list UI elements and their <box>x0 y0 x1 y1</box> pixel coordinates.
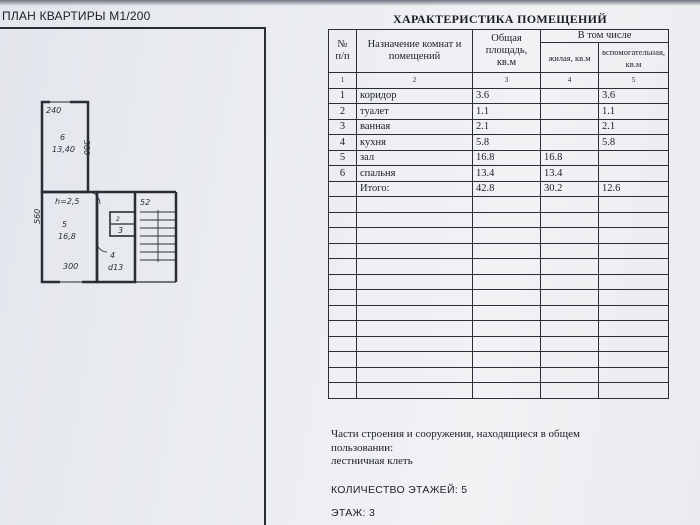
empty-row <box>329 336 669 352</box>
room-6-number: 6 <box>60 133 66 142</box>
empty-cell <box>541 197 599 213</box>
empty-cell <box>541 290 599 306</box>
room-row <box>329 104 669 120</box>
cell-living: 16.8 <box>541 150 599 166</box>
room-4-number: 4 <box>110 251 116 260</box>
room-5-bottom-dim: 300 <box>63 262 79 271</box>
cell-total: 3.6 <box>473 88 541 104</box>
cell-total: 13.4 <box>473 166 541 182</box>
empty-cell <box>329 243 357 259</box>
empty-cell <box>473 274 541 290</box>
empty-cell <box>473 336 541 352</box>
total-aux: 12.6 <box>599 181 669 197</box>
cell-living: 13.4 <box>541 166 599 182</box>
empty-cell <box>357 367 473 383</box>
cell-aux: 5.8 <box>599 135 669 151</box>
room-3-number: 3 <box>118 226 124 235</box>
cell-total: 2.1 <box>473 119 541 135</box>
room-5-side-dim: 560 <box>33 208 42 224</box>
characteristics-title: ХАРАКТЕРИСТИКА ПОМЕЩЕНИЙ <box>393 12 607 26</box>
plan-title: ПЛАН КВАРТИРЫ М1/200 <box>2 9 151 23</box>
empty-cell <box>541 336 599 352</box>
cell-n: 4 <box>329 135 357 151</box>
empty-cell <box>473 212 541 228</box>
room-5-area: 16,8 <box>58 232 76 241</box>
empty-cell <box>473 228 541 244</box>
empty-row <box>329 197 669 213</box>
room-row <box>329 119 669 135</box>
empty-cell <box>473 197 541 213</box>
total-row <box>329 181 669 197</box>
empty-cell <box>541 274 599 290</box>
empty-cell <box>357 212 473 228</box>
empty-cell <box>357 336 473 352</box>
empty-row <box>329 305 669 321</box>
empty-cell <box>473 352 541 368</box>
column-number: 3 <box>473 73 541 89</box>
cell-aux: 3.6 <box>599 88 669 104</box>
common-parts-line-3: лестничная клеть <box>331 455 413 467</box>
empty-cell <box>357 228 473 244</box>
cell-living <box>541 104 599 120</box>
cell-aux: 2.1 <box>599 119 669 135</box>
room-6-side-dim: 580 <box>82 140 91 156</box>
common-parts-line-1: Части строения и сооружения, находящиеся в общем <box>331 428 580 440</box>
empty-cell <box>329 274 357 290</box>
empty-cell <box>473 383 541 399</box>
floors-count: КОЛИЧЕСТВО ЭТАЖЕЙ: 5 <box>331 484 468 496</box>
room-4-area: d13 <box>108 263 124 272</box>
cell-n: 2 <box>329 104 357 120</box>
empty-row <box>329 352 669 368</box>
header-num: № п/п <box>329 30 357 73</box>
empty-cell <box>357 259 473 275</box>
empty-cell <box>357 197 473 213</box>
empty-cell <box>599 259 669 275</box>
empty-cell <box>599 212 669 228</box>
cell-name: зал <box>357 150 473 166</box>
room-6-top-dim: 240 <box>46 106 62 115</box>
empty-cell <box>599 290 669 306</box>
empty-cell <box>599 243 669 259</box>
total-num-empty <box>329 181 357 197</box>
empty-cell <box>329 212 357 228</box>
empty-cell <box>541 228 599 244</box>
cell-total: 1.1 <box>473 104 541 120</box>
empty-cell <box>599 352 669 368</box>
empty-cell <box>473 290 541 306</box>
cell-n: 3 <box>329 119 357 135</box>
cell-name: ванная <box>357 119 473 135</box>
empty-row <box>329 367 669 383</box>
staircase <box>140 210 176 262</box>
empty-cell <box>473 367 541 383</box>
total-name: Итого: <box>357 181 473 197</box>
header-including: В том числе <box>541 30 669 43</box>
cell-total: 5.8 <box>473 135 541 151</box>
empty-cell <box>357 321 473 337</box>
empty-row <box>329 290 669 306</box>
column-numbers-row <box>329 73 669 89</box>
column-number: 4 <box>541 73 599 89</box>
empty-cell <box>357 352 473 368</box>
cell-total: 16.8 <box>473 150 541 166</box>
empty-cell <box>473 259 541 275</box>
empty-row <box>329 228 669 244</box>
header-living: жилая, кв.м <box>541 43 599 73</box>
cell-living <box>541 119 599 135</box>
header-total: Общая площадь, кв.м <box>473 30 541 73</box>
empty-cell <box>329 197 357 213</box>
empty-cell <box>541 321 599 337</box>
empty-cell <box>599 336 669 352</box>
empty-cell <box>541 305 599 321</box>
empty-cell <box>357 274 473 290</box>
column-number: 1 <box>329 73 357 89</box>
height-label: h=2,5 <box>55 197 80 206</box>
empty-cell <box>329 352 357 368</box>
empty-cell <box>599 367 669 383</box>
empty-cell <box>329 305 357 321</box>
room-row <box>329 150 669 166</box>
empty-row <box>329 321 669 337</box>
total-living: 30.2 <box>541 181 599 197</box>
room-6-area: 13,40 <box>52 145 75 154</box>
empty-cell <box>599 197 669 213</box>
empty-row <box>329 274 669 290</box>
room-5-number: 5 <box>62 220 68 229</box>
empty-cell <box>329 383 357 399</box>
empty-cell <box>599 305 669 321</box>
empty-cell <box>357 243 473 259</box>
empty-cell <box>473 305 541 321</box>
common-parts-line-2: пользовании: <box>331 441 394 454</box>
empty-cell <box>599 228 669 244</box>
empty-cell <box>541 383 599 399</box>
top-shadow <box>0 0 700 6</box>
empty-cell <box>329 228 357 244</box>
column-number: 2 <box>357 73 473 89</box>
empty-cell <box>329 321 357 337</box>
empty-cell <box>599 383 669 399</box>
cell-name: спальня <box>357 166 473 182</box>
empty-row <box>329 243 669 259</box>
empty-cell <box>599 321 669 337</box>
empty-row <box>329 259 669 275</box>
apartment-floor-plan <box>30 92 230 302</box>
common-parts-note <box>331 428 671 469</box>
empty-cell <box>541 367 599 383</box>
empty-cell <box>473 243 541 259</box>
cell-aux <box>599 166 669 182</box>
total-total: 42.8 <box>473 181 541 197</box>
room-row <box>329 166 669 182</box>
column-number: 5 <box>599 73 669 89</box>
cell-aux: 1.1 <box>599 104 669 120</box>
cell-name: туалет <box>357 104 473 120</box>
characteristics-table <box>328 29 669 399</box>
empty-cell <box>329 259 357 275</box>
room-row <box>329 135 669 151</box>
cell-n: 5 <box>329 150 357 166</box>
dim-52: 52 <box>140 198 151 207</box>
cell-aux <box>599 150 669 166</box>
floor-number: ЭТАЖ: 3 <box>331 507 376 519</box>
cell-n: 6 <box>329 166 357 182</box>
header-aux: вспомогательная, кв.м <box>599 43 669 73</box>
cell-living <box>541 135 599 151</box>
empty-cell <box>599 274 669 290</box>
cell-n: 1 <box>329 88 357 104</box>
empty-cell <box>357 290 473 306</box>
cell-name: кухня <box>357 135 473 151</box>
empty-cell <box>541 243 599 259</box>
cell-name: коридор <box>357 88 473 104</box>
empty-cell <box>357 305 473 321</box>
room-2-number: 2 <box>116 216 120 223</box>
empty-cell <box>541 259 599 275</box>
empty-cell <box>541 352 599 368</box>
room-row <box>329 88 669 104</box>
empty-cell <box>473 321 541 337</box>
header-name: Назначение комнат и помещений <box>357 30 473 73</box>
empty-cell <box>541 212 599 228</box>
empty-cell <box>329 290 357 306</box>
empty-cell <box>329 367 357 383</box>
empty-row <box>329 212 669 228</box>
empty-cell <box>329 336 357 352</box>
cell-living <box>541 88 599 104</box>
empty-row <box>329 383 669 399</box>
empty-cell <box>357 383 473 399</box>
